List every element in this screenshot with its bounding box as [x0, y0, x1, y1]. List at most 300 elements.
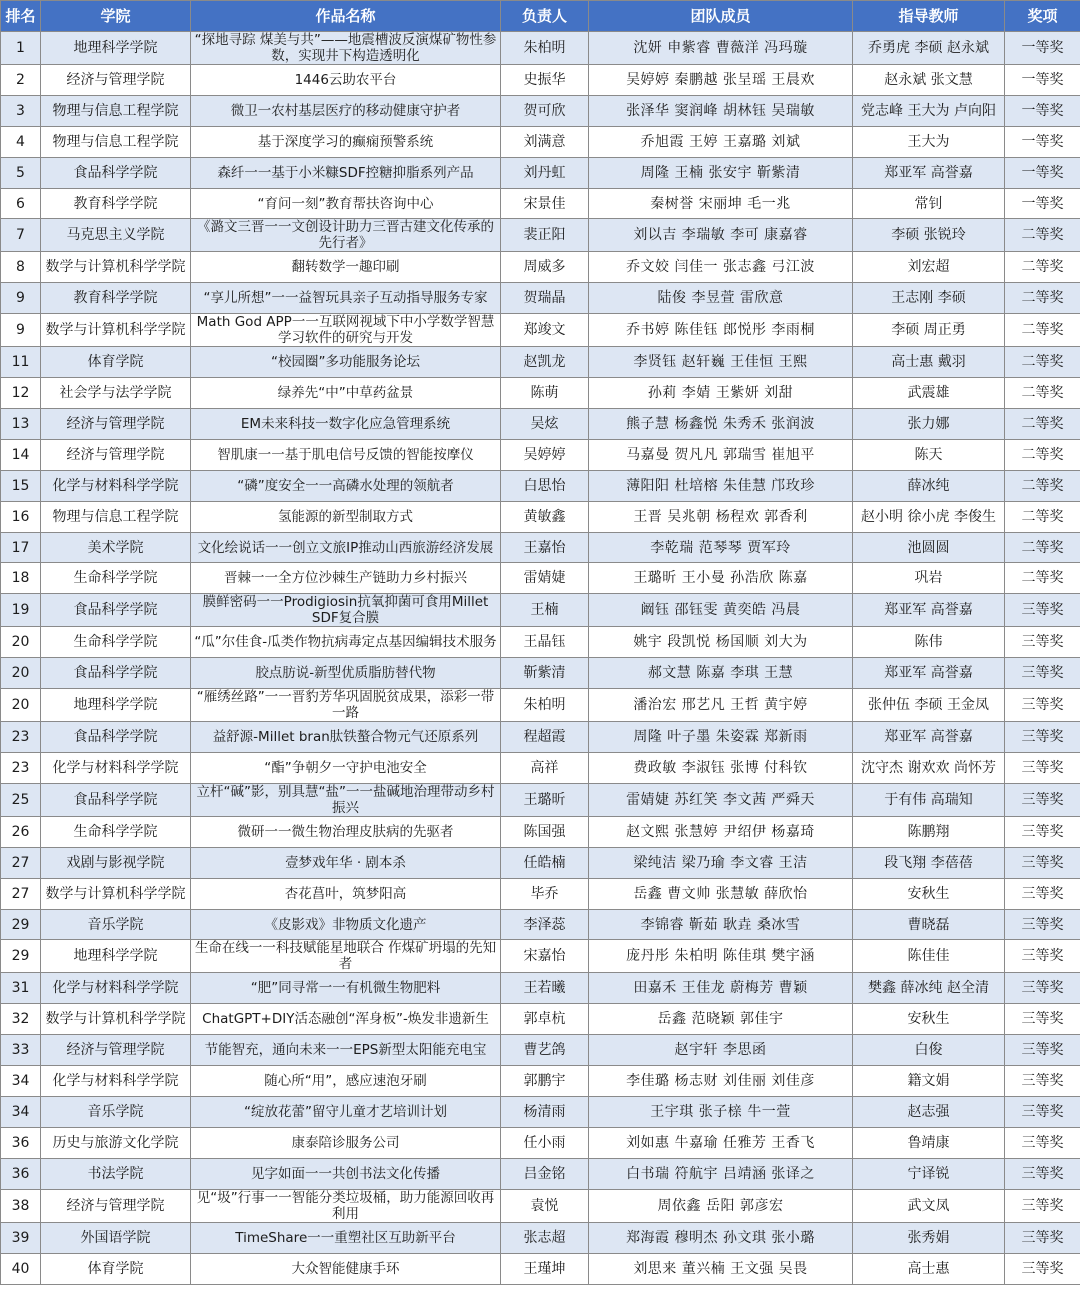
team-members-cell: 庞丹彤 朱柏明 陈佳琪 樊宇涵	[589, 940, 853, 973]
college-cell: 数学与计算机科学学院	[41, 1004, 191, 1035]
table-row	[1, 65, 1080, 96]
project-name-cell: 节能智充，通向未来一一EPS新型太阳能充电宝	[191, 1035, 501, 1066]
project-name-cell: 胶点肪说-新型优质脂肪替代物	[191, 658, 501, 689]
team-members-cell: 熊子慧 杨鑫悦 朱秀禾 张润波	[589, 409, 853, 440]
team-members-cell: 姚宇 段凯悦 杨国顺 刘大为	[589, 627, 853, 658]
advisor-cell: 赵志强	[853, 1097, 1005, 1128]
rank-cell: 16	[1, 501, 41, 532]
rank-cell: 20	[1, 689, 41, 722]
leader-cell: 郭鹏宇	[501, 1066, 589, 1097]
project-name-cell: Math God APP一一互联网视域下中小学数学智慧学习软件的研究与开发	[191, 314, 501, 347]
project-name-cell: “育问一刻”教育帮扶咨询中心	[191, 188, 501, 219]
college-cell: 生命科学学院	[41, 627, 191, 658]
leader-cell: 周威多	[501, 252, 589, 283]
rank-cell: 20	[1, 658, 41, 689]
table-row	[1, 594, 1080, 627]
advisor-cell: 刘宏超	[853, 252, 1005, 283]
advisor-cell: 安秋生	[853, 878, 1005, 909]
team-members-cell: 秦树誉 宋丽坤 毛一兆	[589, 188, 853, 219]
project-name-cell: “探地寻踪 煤美与共”——地震槽波反演煤矿物性参数，实现井下构造透明化	[191, 32, 501, 65]
advisor-cell: 赵小明 徐小虎 李俊生	[853, 501, 1005, 532]
college-cell: 食品科学学院	[41, 594, 191, 627]
project-name-cell: 大众智能健康手环	[191, 1253, 501, 1284]
team-members-cell: 赵文熙 张慧婷 尹绍伊 杨嘉琦	[589, 816, 853, 847]
award-cell: 二等奖	[1005, 378, 1080, 409]
project-name-cell: 见字如面一一共创书法文化传播	[191, 1158, 501, 1189]
advisor-cell: 王志刚 李硕	[853, 283, 1005, 314]
rank-cell: 31	[1, 973, 41, 1004]
table-row	[1, 95, 1080, 126]
project-name-cell: 益舒源-Millet bran肽铁螯合物元气还原系列	[191, 722, 501, 753]
leader-cell: 任皓楠	[501, 847, 589, 878]
team-members-cell: 田嘉禾 王佳龙 蔚梅芳 曹颖	[589, 973, 853, 1004]
advisor-cell: 乔勇虎 李硕 赵永斌	[853, 32, 1005, 65]
award-cell: 二等奖	[1005, 532, 1080, 563]
table-row	[1, 783, 1080, 816]
college-cell: 化学与材料科学学院	[41, 1066, 191, 1097]
award-cell: 二等奖	[1005, 252, 1080, 283]
team-members-cell: 费政敏 李淑钰 张博 付科钦	[589, 753, 853, 784]
advisor-cell: 高士惠	[853, 1253, 1005, 1284]
rank-cell: 12	[1, 378, 41, 409]
rank-cell: 29	[1, 909, 41, 940]
award-cell: 三等奖	[1005, 1066, 1080, 1097]
table-row	[1, 283, 1080, 314]
college-cell: 经济与管理学院	[41, 65, 191, 96]
table-row	[1, 439, 1080, 470]
team-members-cell: 李佳璐 杨志财 刘佳丽 刘佳彦	[589, 1066, 853, 1097]
advisor-cell: 张力娜	[853, 409, 1005, 440]
college-cell: 数学与计算机科学学院	[41, 878, 191, 909]
team-members-cell: 梁纯洁 梁乃瑜 李文睿 王洁	[589, 847, 853, 878]
college-cell: 马克思主义学院	[41, 219, 191, 252]
table-row	[1, 32, 1080, 65]
team-members-cell: 岳鑫 范晓颖 郭佳宇	[589, 1004, 853, 1035]
rank-cell: 6	[1, 188, 41, 219]
advisor-cell: 陈鹏翔	[853, 816, 1005, 847]
rank-cell: 9	[1, 283, 41, 314]
college-cell: 书法学院	[41, 1158, 191, 1189]
project-header: 作品名称	[191, 1, 501, 32]
college-cell: 数学与计算机科学学院	[41, 314, 191, 347]
team-members-cell: 刘如惠 牛嘉瑜 任雅芳 王香飞	[589, 1127, 853, 1158]
leader-cell: 黄敏鑫	[501, 501, 589, 532]
team-members-cell: 李锦睿 靳茹 耿垚 桑冰雪	[589, 909, 853, 940]
rank-cell: 1	[1, 32, 41, 65]
rank-cell: 19	[1, 594, 41, 627]
leader-cell: 宋嘉怡	[501, 940, 589, 973]
advisor-cell: 郑亚军 高誉嘉	[853, 722, 1005, 753]
team-members-cell: 王璐昕 王小曼 孙浩欣 陈嘉	[589, 563, 853, 594]
project-name-cell: 壹梦戏年华 · 剧本杀	[191, 847, 501, 878]
team-members-cell: 白书瑞 符航宇 吕靖涵 张译之	[589, 1158, 853, 1189]
college-cell: 地理科学学院	[41, 32, 191, 65]
table-row	[1, 753, 1080, 784]
rank-cell: 23	[1, 753, 41, 784]
leader-cell: 任小雨	[501, 1127, 589, 1158]
leader-cell: 朱柏明	[501, 689, 589, 722]
award-cell: 三等奖	[1005, 816, 1080, 847]
rank-cell: 4	[1, 126, 41, 157]
award-cell: 二等奖	[1005, 470, 1080, 501]
leader-cell: 杨清雨	[501, 1097, 589, 1128]
table-row	[1, 1097, 1080, 1128]
college-cell: 历史与旅游文化学院	[41, 1127, 191, 1158]
award-cell: 三等奖	[1005, 847, 1080, 878]
award-cell: 三等奖	[1005, 940, 1080, 973]
leader-cell: 郑竣文	[501, 314, 589, 347]
project-name-cell: “肥”同寻常一一有机微生物肥料	[191, 973, 501, 1004]
team-members-cell: 沈妍 申紫睿 曹薇洋 冯玛璇	[589, 32, 853, 65]
college-cell: 生命科学学院	[41, 563, 191, 594]
leader-cell: 程超霞	[501, 722, 589, 753]
table-row	[1, 722, 1080, 753]
project-name-cell: EM未来科技一数字化应急管理系统	[191, 409, 501, 440]
leader-cell: 陈国强	[501, 816, 589, 847]
college-cell: 化学与材料科学学院	[41, 470, 191, 501]
table-row	[1, 689, 1080, 722]
college-cell: 体育学院	[41, 1253, 191, 1284]
award-header: 奖项	[1005, 1, 1080, 32]
college-cell: 生命科学学院	[41, 816, 191, 847]
advisor-cell: 高士惠 戴羽	[853, 347, 1005, 378]
project-name-cell: “磷”度安全一一高磷水处理的领航者	[191, 470, 501, 501]
award-cell: 三等奖	[1005, 689, 1080, 722]
team-members-cell: 乔书婷 陈佳钰 郎悦彤 李雨桐	[589, 314, 853, 347]
advisor-cell: 薛冰纯	[853, 470, 1005, 501]
project-name-cell: 森纤一一基于小米糠SDF控糖抑脂系列产品	[191, 157, 501, 188]
college-cell: 外国语学院	[41, 1222, 191, 1253]
project-name-cell: 绿养先“中”中草药盆景	[191, 378, 501, 409]
college-cell: 化学与材料科学学院	[41, 973, 191, 1004]
team-members-cell: 郑海霞 穆明杰 孙文琪 张小璐	[589, 1222, 853, 1253]
rank-cell: 27	[1, 878, 41, 909]
leader-cell: 王嘉怡	[501, 532, 589, 563]
table-row	[1, 1004, 1080, 1035]
table-row	[1, 1127, 1080, 1158]
team-members-cell: 乔旭霞 王婷 王嘉璐 刘斌	[589, 126, 853, 157]
leader-cell: 陈萌	[501, 378, 589, 409]
header-row	[1, 1, 1080, 32]
table-row	[1, 1035, 1080, 1066]
rank-cell: 8	[1, 252, 41, 283]
leader-cell: 贺瑞晶	[501, 283, 589, 314]
project-name-cell: “校园圈”多功能服务论坛	[191, 347, 501, 378]
team-members-cell: 陆俊 李昱萱 雷欣意	[589, 283, 853, 314]
project-name-cell: 生命在线一一科技赋能星地联合 作煤矿坍塌的先知者	[191, 940, 501, 973]
table-row	[1, 378, 1080, 409]
college-cell: 化学与材料科学学院	[41, 753, 191, 784]
advisor-cell: 武震雄	[853, 378, 1005, 409]
award-cell: 三等奖	[1005, 1189, 1080, 1222]
advisor-cell: 曹晓磊	[853, 909, 1005, 940]
college-cell: 经济与管理学院	[41, 409, 191, 440]
award-cell: 二等奖	[1005, 219, 1080, 252]
table-row	[1, 188, 1080, 219]
college-cell: 数学与计算机科学学院	[41, 252, 191, 283]
award-cell: 二等奖	[1005, 563, 1080, 594]
award-cell: 二等奖	[1005, 409, 1080, 440]
leader-cell: 朱柏明	[501, 32, 589, 65]
leader-cell: 王晶钰	[501, 627, 589, 658]
table-row	[1, 470, 1080, 501]
rank-cell: 20	[1, 627, 41, 658]
rank-cell: 32	[1, 1004, 41, 1035]
table-row	[1, 1066, 1080, 1097]
table-row	[1, 847, 1080, 878]
table-row	[1, 347, 1080, 378]
college-cell: 经济与管理学院	[41, 1035, 191, 1066]
rank-cell: 2	[1, 65, 41, 96]
team-members-cell: 薄阳阳 杜培榕 朱佳慧 邝玫珍	[589, 470, 853, 501]
award-cell: 三等奖	[1005, 658, 1080, 689]
rank-cell: 15	[1, 470, 41, 501]
advisor-cell: 张仲伍 李硕 王金凤	[853, 689, 1005, 722]
award-cell: 三等奖	[1005, 722, 1080, 753]
award-cell: 三等奖	[1005, 909, 1080, 940]
rank-cell: 9	[1, 314, 41, 347]
advisor-cell: 党志峰 王大为 卢向阳	[853, 95, 1005, 126]
team-members-cell: 李贤钰 赵轩巍 王佳恒 王熙	[589, 347, 853, 378]
leader-cell: 王璐昕	[501, 783, 589, 816]
advisor-cell: 池圆圆	[853, 532, 1005, 563]
team-members-cell: 马嘉曼 贺凡凡 郭瑞雪 崔旭平	[589, 439, 853, 470]
award-cell: 三等奖	[1005, 1097, 1080, 1128]
project-name-cell: 微研一一微生物治理皮肤病的先驱者	[191, 816, 501, 847]
leader-cell: 雷婧婕	[501, 563, 589, 594]
leader-cell: 王楠	[501, 594, 589, 627]
rank-cell: 29	[1, 940, 41, 973]
award-cell: 三等奖	[1005, 1158, 1080, 1189]
team-members-cell: 孙莉 李婧 王紫妍 刘甜	[589, 378, 853, 409]
project-name-cell: 杏花菖叶，筑梦阳高	[191, 878, 501, 909]
rank-cell: 26	[1, 816, 41, 847]
team-members-cell: 王晋 吴兆朝 杨程欢 郭香利	[589, 501, 853, 532]
advisor-cell: 郑亚军 高誉嘉	[853, 157, 1005, 188]
project-name-cell: 膜鲜密码一一Prodigiosin抗氧抑菌可食用Millet SDF复合膜	[191, 594, 501, 627]
advisor-cell: 武文凤	[853, 1189, 1005, 1222]
award-cell: 三等奖	[1005, 1004, 1080, 1035]
team-members-cell: 郝文慧 陈嘉 李琪 王慧	[589, 658, 853, 689]
table-row	[1, 878, 1080, 909]
project-name-cell: 氢能源的新型制取方式	[191, 501, 501, 532]
award-cell: 三等奖	[1005, 973, 1080, 1004]
advisor-cell: 鲁靖康	[853, 1127, 1005, 1158]
rank-cell: 7	[1, 219, 41, 252]
table-row	[1, 126, 1080, 157]
rank-cell: 38	[1, 1189, 41, 1222]
leader-cell: 曹艺鸽	[501, 1035, 589, 1066]
award-cell: 一等奖	[1005, 188, 1080, 219]
award-cell: 三等奖	[1005, 753, 1080, 784]
project-name-cell: 康泰陪诊服务公司	[191, 1127, 501, 1158]
team-members-cell: 阚钰 邵钰雯 黄奕皓 冯晨	[589, 594, 853, 627]
advisor-cell: 白俊	[853, 1035, 1005, 1066]
college-cell: 食品科学学院	[41, 658, 191, 689]
rank-cell: 36	[1, 1127, 41, 1158]
award-cell: 一等奖	[1005, 95, 1080, 126]
rank-cell: 36	[1, 1158, 41, 1189]
award-cell: 二等奖	[1005, 347, 1080, 378]
team-members-cell: 周隆 叶子墨 朱姿霖 郑新雨	[589, 722, 853, 753]
award-cell: 二等奖	[1005, 439, 1080, 470]
college-cell: 戏剧与影视学院	[41, 847, 191, 878]
project-name-cell: 微卫一农村基层医疗的移动健康守护者	[191, 95, 501, 126]
leader-cell: 史振华	[501, 65, 589, 96]
team-members-cell: 王宇琪 张子榇 牛一萱	[589, 1097, 853, 1128]
advisor-cell: 郑亚军 高誉嘉	[853, 658, 1005, 689]
table-row	[1, 909, 1080, 940]
table-row	[1, 1253, 1080, 1284]
leader-cell: 李泽蕊	[501, 909, 589, 940]
college-cell: 教育科学学院	[41, 283, 191, 314]
table-row	[1, 409, 1080, 440]
college-cell: 地理科学学院	[41, 940, 191, 973]
table-row	[1, 314, 1080, 347]
team-members-cell: 张泽华 窦润峰 胡林钰 吴瑞敏	[589, 95, 853, 126]
project-name-cell: 智肌康一一基于肌电信号反馈的智能按摩仪	[191, 439, 501, 470]
leader-cell: 王若曦	[501, 973, 589, 1004]
college-cell: 音乐学院	[41, 1097, 191, 1128]
leader-cell: 刘丹虹	[501, 157, 589, 188]
team-members-cell: 赵宇轩 李思函	[589, 1035, 853, 1066]
college-cell: 社会学与法学学院	[41, 378, 191, 409]
award-cell: 三等奖	[1005, 594, 1080, 627]
award-cell: 三等奖	[1005, 627, 1080, 658]
award-cell: 三等奖	[1005, 878, 1080, 909]
college-cell: 体育学院	[41, 347, 191, 378]
table-row	[1, 816, 1080, 847]
college-cell: 地理科学学院	[41, 689, 191, 722]
leader-cell: 白思怡	[501, 470, 589, 501]
college-cell: 美术学院	[41, 532, 191, 563]
project-name-cell: 立杆“碱”影，别具慧“盐”一一盐碱地治理带动乡村振兴	[191, 783, 501, 816]
advisor-cell: 巩岩	[853, 563, 1005, 594]
project-name-cell: 基于深度学习的癫痫预警系统	[191, 126, 501, 157]
college-cell: 经济与管理学院	[41, 1189, 191, 1222]
project-name-cell: 《皮影戏》非物质文化遗产	[191, 909, 501, 940]
table-row	[1, 532, 1080, 563]
leader-cell: 赵凯龙	[501, 347, 589, 378]
college-cell: 教育科学学院	[41, 188, 191, 219]
advisor-cell: 李硕 张锐玲	[853, 219, 1005, 252]
award-cell: 一等奖	[1005, 126, 1080, 157]
leader-cell: 高祥	[501, 753, 589, 784]
award-cell: 三等奖	[1005, 1127, 1080, 1158]
college-header: 学院	[41, 1, 191, 32]
advisor-cell: 张秀娟	[853, 1222, 1005, 1253]
leader-cell: 张志超	[501, 1222, 589, 1253]
college-cell: 物理与信息工程学院	[41, 501, 191, 532]
award-cell: 一等奖	[1005, 65, 1080, 96]
leader-cell: 贺可欣	[501, 95, 589, 126]
rank-cell: 27	[1, 847, 41, 878]
project-name-cell: “酯”争朝夕一守护电池安全	[191, 753, 501, 784]
rank-cell: 14	[1, 439, 41, 470]
members-header: 团队成员	[589, 1, 853, 32]
advisor-cell: 郑亚军 高誉嘉	[853, 594, 1005, 627]
leader-cell: 王瑾坤	[501, 1253, 589, 1284]
rank-cell: 11	[1, 347, 41, 378]
rank-cell: 39	[1, 1222, 41, 1253]
table-row	[1, 501, 1080, 532]
advisor-cell: 樊鑫 薛冰纯 赵全清	[853, 973, 1005, 1004]
leader-cell: 吴婷婷	[501, 439, 589, 470]
team-members-cell: 刘以吉 李瑞敏 李可 康嘉睿	[589, 219, 853, 252]
award-cell: 一等奖	[1005, 157, 1080, 188]
college-cell: 音乐学院	[41, 909, 191, 940]
advisor-cell: 安秋生	[853, 1004, 1005, 1035]
rank-cell: 23	[1, 722, 41, 753]
table-row	[1, 219, 1080, 252]
award-cell: 三等奖	[1005, 1035, 1080, 1066]
leader-cell: 裴正阳	[501, 219, 589, 252]
award-cell: 三等奖	[1005, 783, 1080, 816]
advisor-cell: 陈佳佳	[853, 940, 1005, 973]
rank-cell: 5	[1, 157, 41, 188]
project-name-cell: 文化绘说话一一创立文旅IP推动山西旅游经济发展	[191, 532, 501, 563]
leader-cell: 吕金铭	[501, 1158, 589, 1189]
leader-cell: 靳紫清	[501, 658, 589, 689]
table-row	[1, 940, 1080, 973]
advisor-cell: 陈天	[853, 439, 1005, 470]
leader-cell: 郭卓杭	[501, 1004, 589, 1035]
team-members-cell: 吴婷婷 秦鹏越 张呈瑶 王晨欢	[589, 65, 853, 96]
leader-cell: 刘满意	[501, 126, 589, 157]
project-name-cell: 见“圾”行事一一智能分类垃圾桶，助力能源回收再利用	[191, 1189, 501, 1222]
project-name-cell: “瓜”尔佳食-瓜类作物抗病毒定点基因编辑技术服务	[191, 627, 501, 658]
rank-cell: 18	[1, 563, 41, 594]
table-header	[1, 1, 1080, 32]
advisor-cell: 李硕 周正勇	[853, 314, 1005, 347]
leader-cell: 毕乔	[501, 878, 589, 909]
team-members-cell: 周依鑫 岳阳 郭彦宏	[589, 1189, 853, 1222]
table-row	[1, 252, 1080, 283]
project-name-cell: 随心所“用”，感应速泡牙刷	[191, 1066, 501, 1097]
table-row	[1, 563, 1080, 594]
project-name-cell: 翻转数学一趣印刷	[191, 252, 501, 283]
rank-cell: 34	[1, 1066, 41, 1097]
advisor-cell: 赵永斌 张文慧	[853, 65, 1005, 96]
leader-cell: 宋景佳	[501, 188, 589, 219]
college-cell: 物理与信息工程学院	[41, 95, 191, 126]
team-members-cell: 雷婧婕 苏红笑 李文茜 严舜天	[589, 783, 853, 816]
award-cell: 二等奖	[1005, 314, 1080, 347]
award-cell: 一等奖	[1005, 32, 1080, 65]
project-name-cell: ChatGPT+DIY活态融创“浑身板”-焕发非遗新生	[191, 1004, 501, 1035]
advisor-cell: 宁译锐	[853, 1158, 1005, 1189]
advisor-cell: 段飞翔 李蓓蓓	[853, 847, 1005, 878]
team-members-cell: 周隆 王楠 张安宇 靳紫清	[589, 157, 853, 188]
rank-cell: 25	[1, 783, 41, 816]
leader-cell: 袁悦	[501, 1189, 589, 1222]
advisor-cell: 王大为	[853, 126, 1005, 157]
college-cell: 经济与管理学院	[41, 439, 191, 470]
table-body	[1, 32, 1080, 1285]
project-name-cell: 1446云助农平台	[191, 65, 501, 96]
table-row	[1, 1158, 1080, 1189]
award-cell: 三等奖	[1005, 1222, 1080, 1253]
college-cell: 食品科学学院	[41, 722, 191, 753]
project-name-cell: 晋棘一一全方位沙棘生产链助力乡村振兴	[191, 563, 501, 594]
table-row	[1, 157, 1080, 188]
award-cell: 三等奖	[1005, 1253, 1080, 1284]
advisor-cell: 常钊	[853, 188, 1005, 219]
team-members-cell: 刘思来 董兴楠 王文强 吴畏	[589, 1253, 853, 1284]
advisor-cell: 陈伟	[853, 627, 1005, 658]
team-members-cell: 李乾瑞 范琴琴 贾军玲	[589, 532, 853, 563]
college-cell: 食品科学学院	[41, 783, 191, 816]
